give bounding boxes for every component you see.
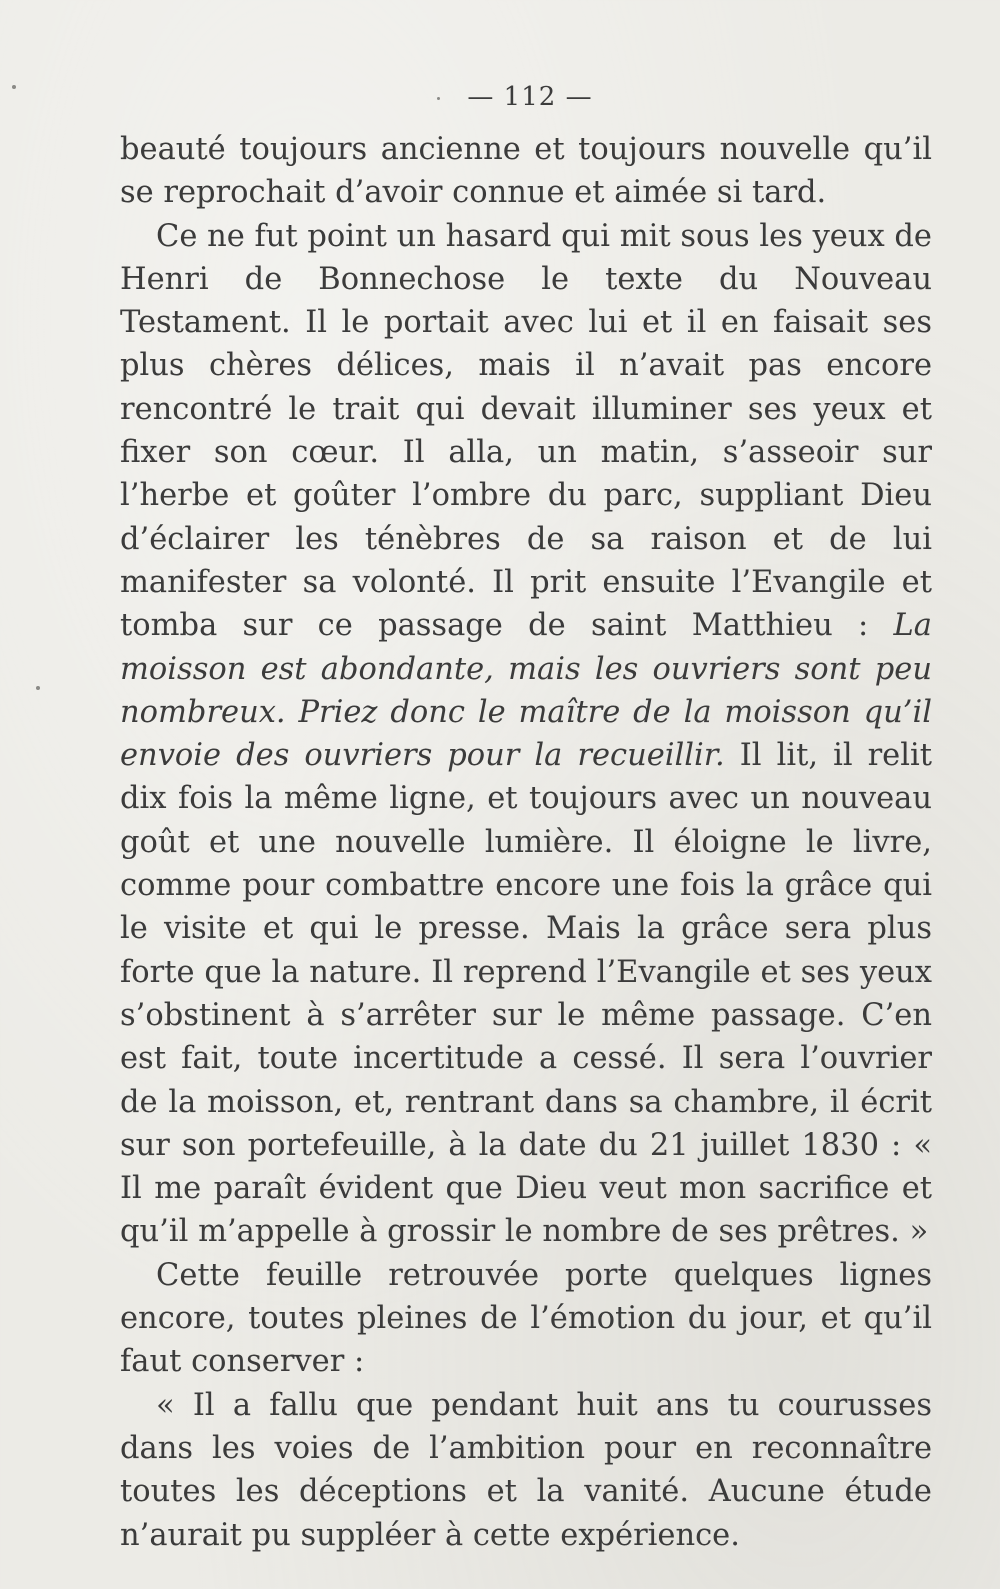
gospel-quote: La moisson est abondante, mais les ouvriers sont peu nombreux. Priez donc le maître de la moisson qu’il envoie des ouvriers pour la recueillir. bbox=[120, 608, 932, 774]
paragraph-2 bbox=[120, 215, 932, 1254]
paragraph-2-text-after: Il lit, il relit dix fois la même ligne, et toujours avec un nouveau goût et une nouvelle lumière. Il éloigne le livre, comme pour combattre encore une fois la grâce qui le visite et qui le presse. Mais la grâce sera plus forte que la nature. Il reprend l’Evangile et ses yeux s’obstinent à s’arrêter sur le même passage. C’en est fait, toute incertitude a cessé. Il sera l’ouvrier de la moisson, et, rentrant dans sa chambre, il écrit sur son portefeuille, à la date du 21 juillet 1830 : « Il me paraît évident que Dieu veut mon sacrifice et qu’il m’appelle à grossir le nombre de ses prêtres. » bbox=[120, 738, 933, 1250]
page-number: — 112 — bbox=[467, 82, 593, 112]
paragraph-1: beauté toujours ancienne et toujours nouvelle qu’il se reprochait d’avoir connue et aimée si tard. bbox=[120, 132, 932, 211]
paragraph-3: Cette feuille retrouvée porte quelques lignes encore, toutes pleines de l’émotion du jour, et qu’il faut conserver : bbox=[120, 1257, 932, 1380]
paper-speck bbox=[36, 686, 40, 690]
paper-speck bbox=[12, 85, 16, 89]
body-text bbox=[120, 128, 932, 1557]
paragraph-2-text-before: Ce ne fut point un hasard qui mit sous les yeux de Henri de Bonnechose le texte du Nouveau Testament. Il le portait avec lui et il en faisait ses plus chères délices, mais il n’avait pas encore rencontré le trait qui devait illuminer ses yeux et fixer son cœur. Il alla, un matin, s’asseoir sur l’herbe et goûter l’ombre du parc, suppliant Dieu d’éclairer les ténèbres de sa raison et de lui manifester sa volonté. Il prit ensuite l’Evangile et tomba sur ce passage de saint Matthieu : bbox=[120, 218, 932, 644]
paper-speck bbox=[437, 97, 440, 100]
paragraph-4: « Il a fallu que pendant huit ans tu courusses dans les voies de l’ambition pour en reconnaître toutes les déceptions et la vanité. Aucune étude n’aurait pu suppléer à cette expérience. bbox=[120, 1387, 932, 1553]
